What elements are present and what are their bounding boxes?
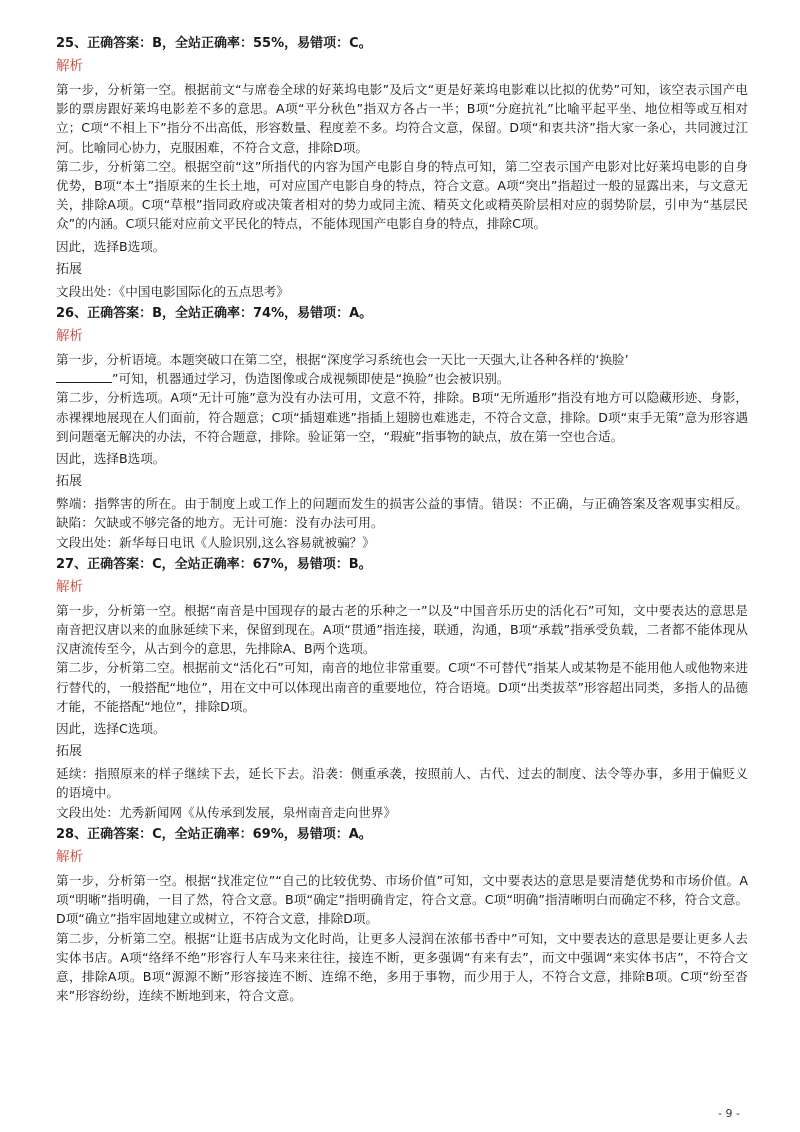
q27-extension-text: 延续：指照原来的样子继续下去，延长下去。沿袭：侧重承袭，按照前人、古代、过去的制度、法令等办事，多用于偏贬义的语境中。	[56, 766, 748, 801]
q27-extension-label: 拓展	[56, 744, 83, 760]
q27-analysis-label: 解析	[56, 578, 83, 595]
q27-step2: 第二步，分析第二空。根据前文“活化石”可知，南音的地位非常重要。C项“不可替代”指某人或某物是不能用他人或他物来进行替代的，一般搭配“地位”，用在文中可以体现出南音的重要地位，符合语境。D项“出类拔萃”形容超出同类，多指人的品德才能，不能搭配“地位”，排除D项。	[56, 660, 748, 714]
q25-step1: 第一步，分析第一空。根据前文“与席卷全球的好莱坞电影”及后文“更是好莱坞电影难以比拟的优势”可知，该空表示国产电影的票房跟好莱坞电影差不多的意思。A项“平分秋色”指双方各占一半；B项“分庭抗礼”比喻平起平坐、地位相等或互相对立；C项“不相上下”指分不出高低，形容数量、程度差不多。均符合文意，保留。D项“和衷共济”指大家一条心，共同渡过江河。比喻同心协力，克服困难，不符合文意，排除D项。	[56, 82, 748, 155]
q25-extension-label: 拓展	[56, 261, 83, 277]
q26-source: 文段出处：新华每日电讯《人脸识别,这么容易就被骗？》	[56, 534, 375, 550]
q28-step2: 第二步，分析第二空。根据“让逛书店成为文化时尚，让更多人浸润在浓郁书香中”可知，文中要表达的意思是要让更多人去实体书店。A项“络绎不绝”形容行人车马来来往往，接连不断，更多强调“有来有去”，而文中强调“来实体书店”，不符合文意，排除A项。B项“源源不断”形容接连不断、连绵不绝，多用于事物，而少用于人，不符合文意，排除B项。C项“纷至沓来”形容纷纷，连续不断地到来，符合文意。	[56, 930, 748, 1004]
question-28-header: 28、正确答案：C，全站正确率：69%，易错项：A。	[56, 826, 372, 842]
document-page	[56, 34, 748, 1005]
q26-extension-text: 弊端：指弊害的所在。由于制度上或工作上的问题而发生的损害公益的事情。错误：不正确，与正确答案及客观事实相反。缺陷：欠缺或不够完备的地方。无计可施：没有办法可用。	[56, 496, 748, 531]
q26-step1	[56, 350, 748, 388]
question-25-header: 25、正确答案：B，全站正确率：55%，易错项：C。	[56, 36, 372, 51]
q25-step2: 第二步，分析第二空。根据空前“这”所指代的内容为国产电影自身的特点可知，第二空表示国产电影对比好莱坞电影的自身优势，B项“本土”指原来的生长土地，可对应国产电影自身的特点，符合文意。A项“突出”指超过一般的显露出来，与文意无关，排除A项。C项“草根”指同政府或决策者相对的势力或同主流、精英文化或精英阶层相对应的弱势阶层，引申为“基层民众”的内涵。C项只能对应前文平民化的特点，不能体现国产电影自身的特点，排除C项。	[56, 158, 748, 232]
q26-analysis-label: 解析	[56, 328, 83, 345]
question-26-header: 26、正确答案：B，全站正确率：74%，易错项：A。	[56, 306, 373, 322]
q25-analysis-label: 解析	[56, 58, 83, 74]
q26-step1-part-b: ”可知，机器通过学习，伪造图像或合成视频即使是“换脸”也会被识别。	[112, 371, 510, 387]
fill-blank	[56, 370, 112, 383]
q26-step2: 第二步，分析选项。A项“无计可施”意为没有办法可用，文意不符，排除。B项“无所遁形”指没有地方可以隐藏形迹、身影，赤裸裸地展现在人们面前，符合题意；C项“插翅难逃”指插上翅膀也难逃走，不符合文意，排除。D项“束手无策”意为形容遇到问题毫无解决的办法，不符合题意，排除。验证第一空，“瑕疵”指事物的缺点，放在第一空也合适。	[56, 390, 748, 444]
q26-extension-label: 拓展	[56, 474, 83, 490]
q26-step1-part-a: 第一步，分析语境。本题突破口在第二空，根据“深度学习系统也会一天比一天强大,让各种各样的‘换脸’	[56, 352, 629, 368]
q27-source: 文段出处：尤秀新闻网《从传承到发展，泉州南音走向世界》	[56, 804, 397, 820]
q25-source: 文段出处：《中国电影国际化的五点思考》	[56, 283, 289, 299]
question-27-header: 27、正确答案：C，全站正确率：67%，易错项：B。	[56, 556, 372, 572]
q27-conclusion: 因此，选择C选项。	[56, 721, 166, 737]
q28-step1: 第一步，分析第一空。根据“找准定位”“自己的比较优势、市场价值”可知，文中要表达的意思是要清楚优势和市场价值。A项“明晰”指明确，一目了然，符合文意。B项“确定”指明确肯定，符合文意。C项“明确”指清晰明白而确定不移，符合文意。D项“确立”指牢固地建立或树立，不符合文意，排除D项。	[56, 872, 748, 927]
q26-conclusion: 因此，选择B选项。	[56, 451, 166, 467]
q25-conclusion: 因此，选择B选项。	[56, 238, 166, 254]
q28-analysis-label: 解析	[56, 848, 83, 865]
page-number: - 9 -	[718, 1107, 740, 1120]
q27-step1: 第一步，分析第一空。根据“南音是中国现存的最古老的乐种之一”以及“中国音乐历史的活化石”可知，文中要表达的意思是南音把汉唐以来的血脉延续下来，保留到现在。A项“贯通”指连接，联通，沟通，B项“承载”指承受负载，二者都不能体现从汉唐流传至今，从古到今的意思，先排除A、B两个选项。	[56, 602, 748, 657]
